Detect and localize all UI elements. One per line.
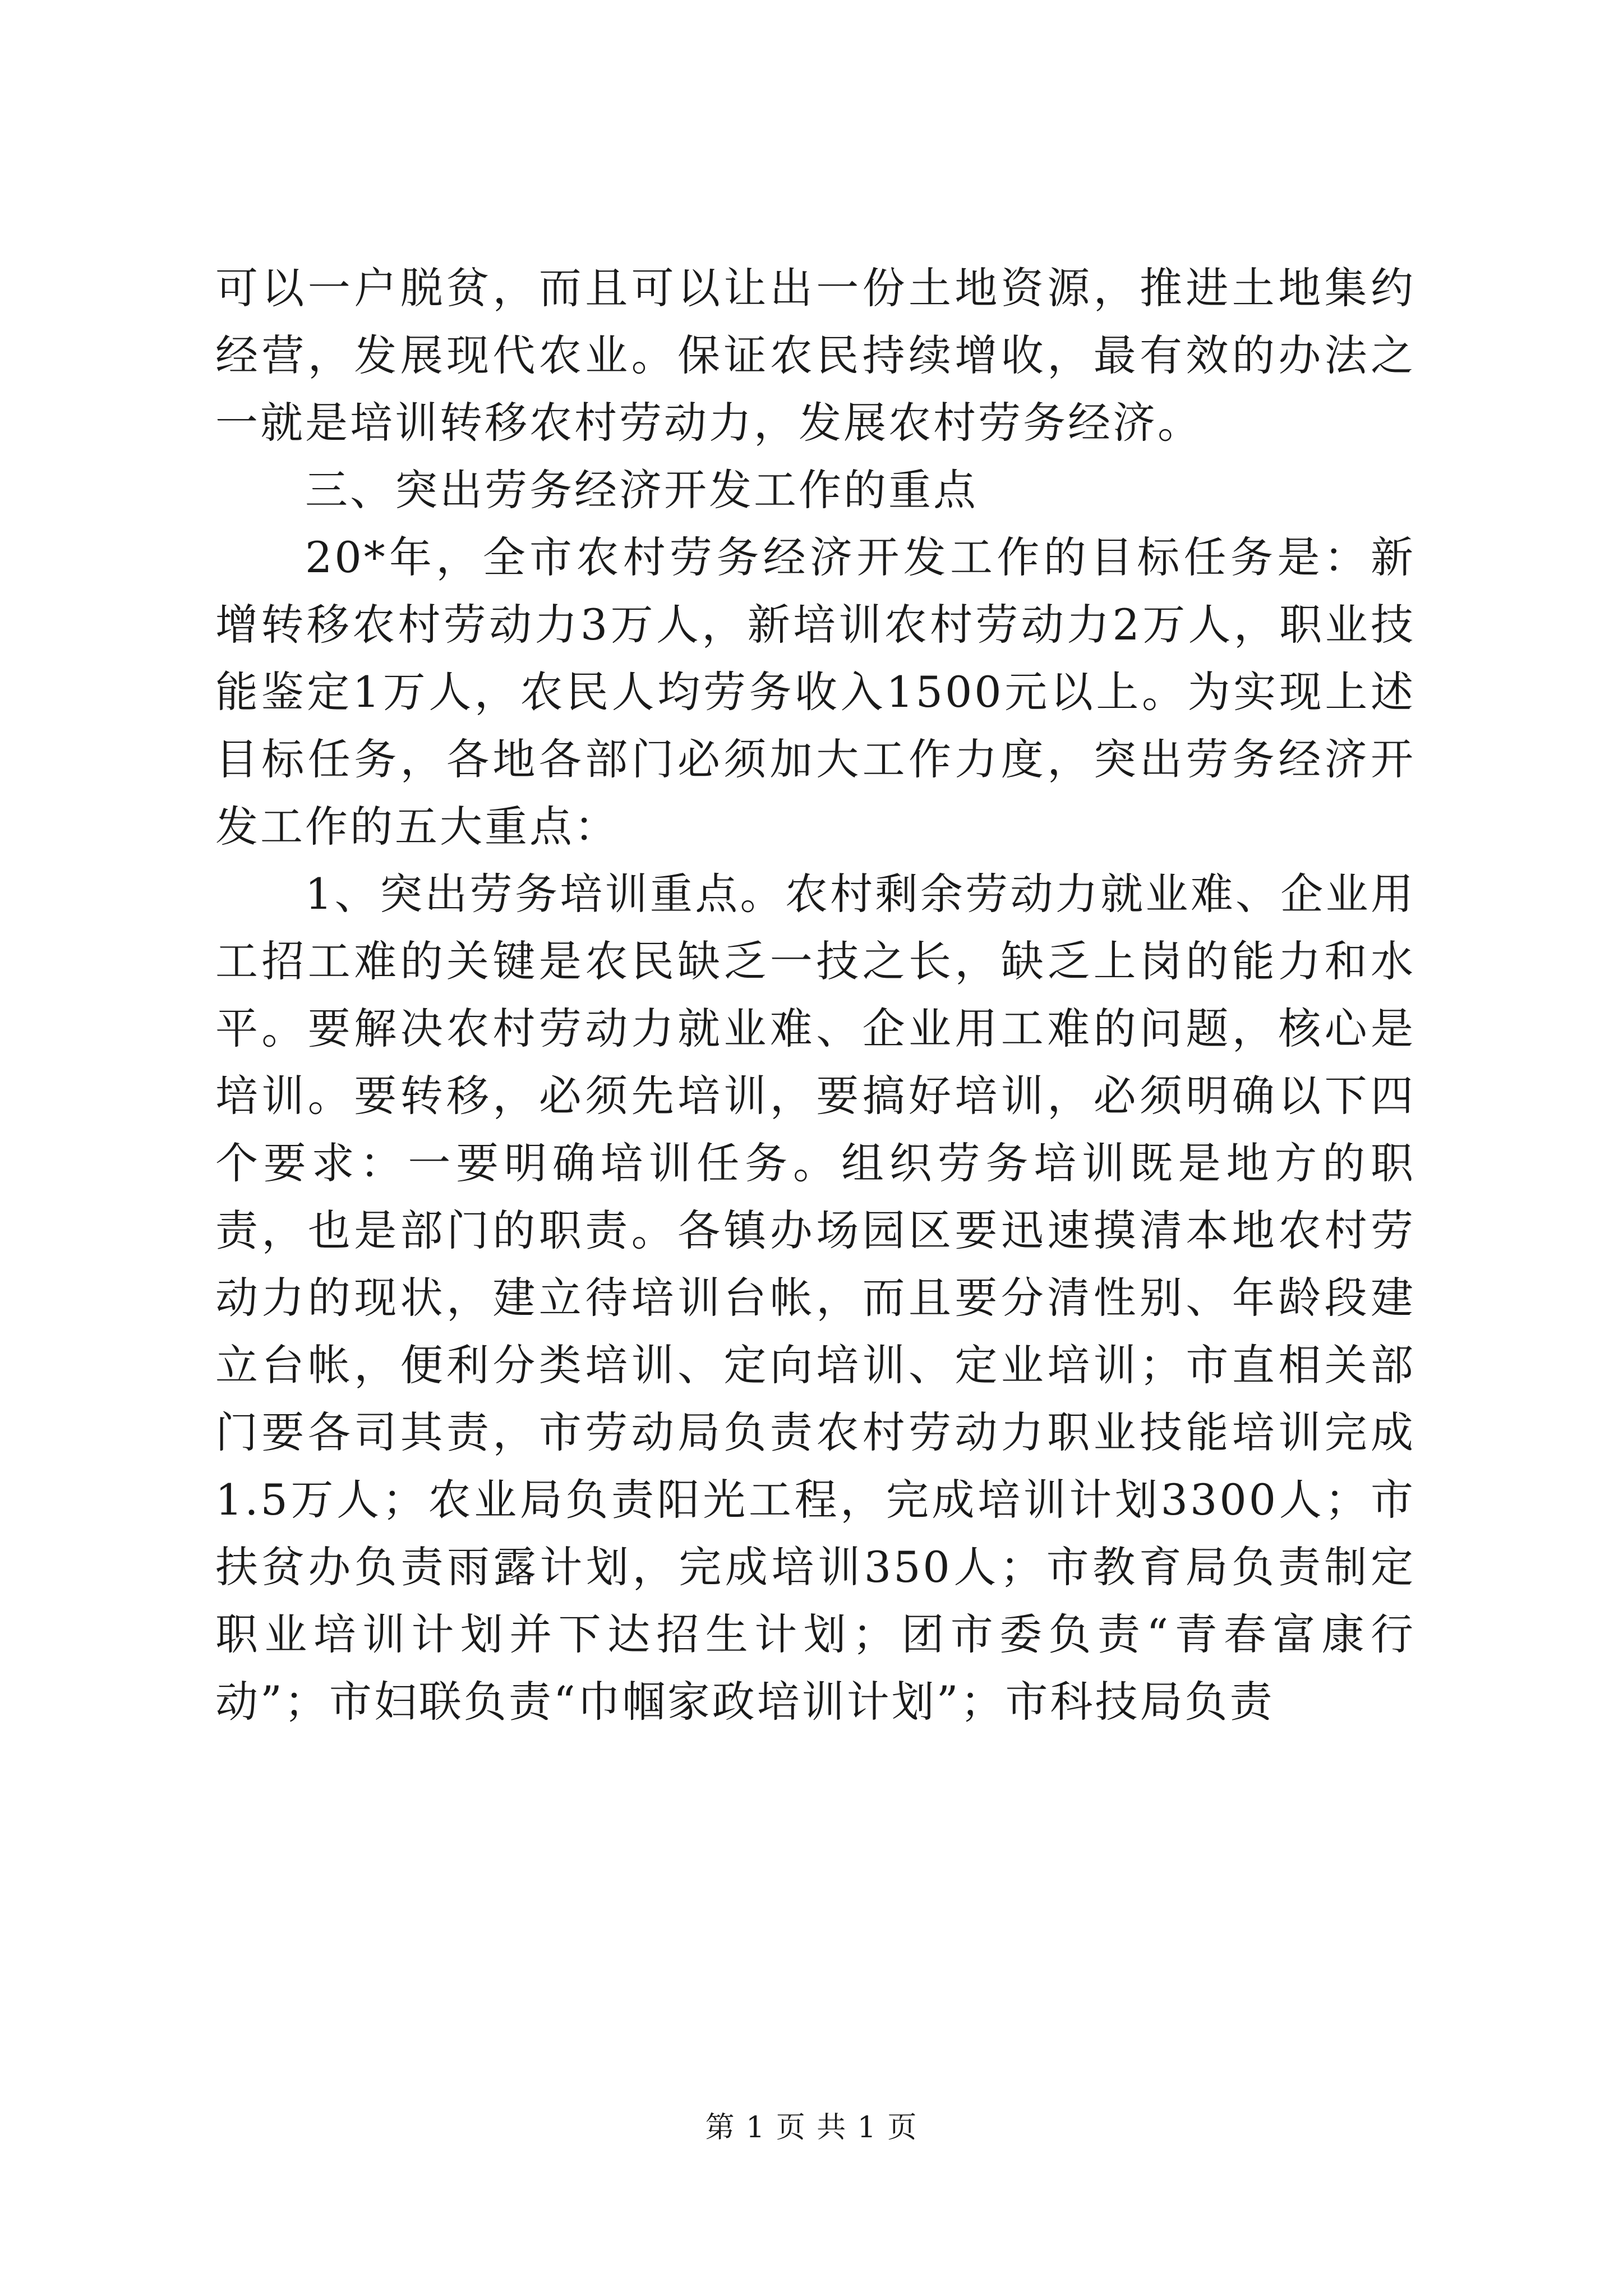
paragraph-training-focus: 1、突出劳务培训重点。农村剩余劳动力就业难、企业用工招工难的关键是农民缺乏一技之长，缺乏上岗的能力和水平。要解决农村劳动力就业难、企业用工难的问题，核心是培训。要转移，必须先培训，要搞好培训，必须明确以下四个要求：一要明确培训任务。组织劳务培训既是地方的职责，也是部门的职责。各镇办场园区要迅速摸清本地农村劳动力的现状，建立待培训台帐，而且要分清性别、年龄段建立台帐，便利分类培训、定向培训、定业培训；市直相关部门要各司其责，市劳动局负责农村劳动力职业技能培训完成1.5万人；农业局负责阳光工程，完成培训计划3300人；市扶贫办负责雨露计划，完成培训350人；市教育局负责制定职业培训计划并下达招生计划；团市委负责“青春富康行动”；市妇联负责“巾帼家政培训计划”；市科技局负责 (215, 869, 1415, 1727)
document-body (215, 255, 1415, 1736)
paragraph-targets: 20*年，全市农村劳务经济开发工作的目标任务是：新增转移农村劳动力3万人，新培训农村劳动力2万人，职业技能鉴定1万人，农民人均劳务收入1500元以上。为实现上述目标任务，各地各部门必须加大工作力度，突出劳务经济开发工作的五大重点： (215, 532, 1415, 852)
section-heading: 三、突出劳务经济开发工作的重点 (305, 465, 978, 515)
paragraph-continuation: 可以一户脱贫，而且可以让出一份土地资源，推进土地集约经营，发展现代农业。保证农民持续增收，最有效的办法之一就是培训转移农村劳动力，发展农村劳务经济。 (215, 263, 1415, 448)
page-footer: 第 1 页 共 1 页 (705, 2111, 918, 2145)
